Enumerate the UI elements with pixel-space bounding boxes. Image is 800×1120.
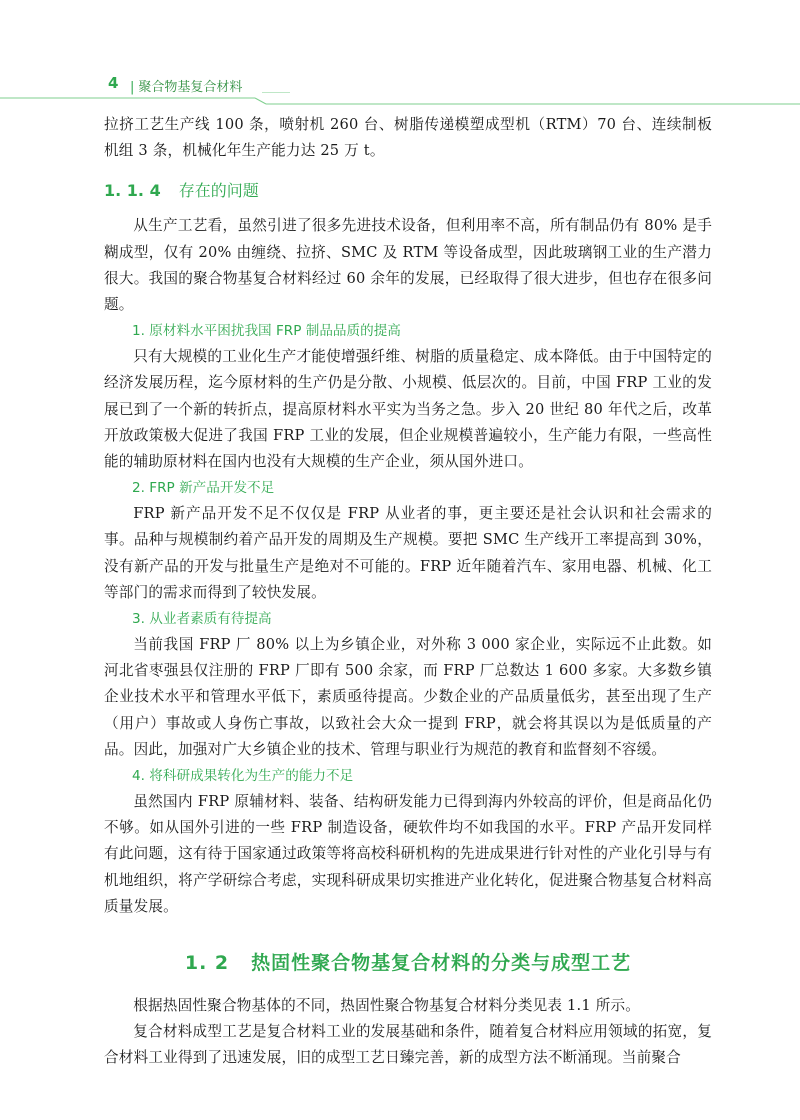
section-title: 热固性聚合物基复合材料的分类与成型工艺	[251, 952, 632, 975]
paragraph-molding-process: 复合材料成型工艺是复合材料工业的发展基础和条件，随着复合材料应用领域的拓宽，复合材料工业得到了迅速发展，旧的成型工艺日臻完善，新的成型方法不断涌现。当前聚合	[104, 1023, 712, 1067]
book-title: | 聚合物基复合材料	[130, 76, 242, 95]
paragraph-new-products: FRP 新产品开发不足不仅仅是 FRP 从业者的事，更主要还是社会认识和社会需求的事。品种与规模制约着产品开发的周期及生产规模。要把 SMC 生产线开工率提高到 30%，没有新产品的开发与批量生产是绝对不可能的。FRP 近年随着汽车、家用电器、机械、化工等部门的需求而得到了较快发展。	[104, 505, 712, 601]
subheading-research-transfer: 4. 将科研成果转化为生产的能力不足	[132, 768, 354, 785]
paragraph-overview: 从生产工艺看，虽然引进了很多先进技术设备，但利用率不高，所有制品仍有 80% 是手糊成型，仅有 20% 由缠绕、拉挤、SMC 及 RTM 等设备成型，因此玻璃钢工业的生产潜力很大。我国的聚合物基复合材料经过 60 余年的发展，已经取得了很大进步，但也存在很多问题。	[104, 217, 712, 314]
page-number: 4	[108, 74, 119, 92]
paragraph-classification: 根据热固性聚合物基体的不同，热固性聚合物基复合材料分类见表 1.1 所示。	[133, 997, 641, 1015]
paragraph-practitioners: 当前我国 FRP 厂 80% 以上为乡镇企业，对外称 3 000 家企业，实际远不止此数。如河北省枣强县仅注册的 FRP 厂即有 500 余家，而 FRP 厂总数达 1 600 多家。大多数乡镇企业技术水平和管理水平低下，素质亟待提高。少数企业的产品质量低劣，甚至出现了生产（用户）事故或人身伤亡事故，以致社会大众一提到 FRP，就会将其误以为是低质量的产品。因此，加强对广大乡镇企业的技术、管理与职业行为规范的教育和监督刻不容缓。	[104, 636, 712, 758]
section-heading-1-2	[104, 948, 712, 975]
subheading-practitioners: 3. 从业者素质有待提高	[132, 611, 272, 628]
paragraph-research-transfer: 虽然国内 FRP 原辅材料、装备、结构研发能力已得到海内外较高的评价，但是商品化仍不够。如从国外引进的一些 FRP 制造设备，硬软件均不如我国的水平。FRP 产品开发同样有此问题，这有待于国家通过政策等将高校科研机构的先进成果进行针对性的产业化引导与有机地组织，将产学研综合考虑，实现科研成果切实推进产业化转化，促进聚合物基复合材料高质量发展。	[104, 793, 712, 915]
paragraph-intro: 拉挤工艺生产线 100 条，喷射机 260 台、树脂传递模塑成型机（RTM）70 台、连续制板机组 3 条，机械化年生产能力达 25 万 t。	[104, 116, 712, 160]
section-number: 1. 2	[184, 952, 230, 975]
running-header	[0, 70, 800, 104]
page-content	[104, 112, 712, 1072]
subheading-raw-materials: 1. 原材料水平困扰我国 FRP 制品品质的提高	[132, 323, 401, 340]
header-rule	[0, 92, 800, 106]
subheading-new-products: 2. FRP 新产品开发不足	[132, 480, 275, 497]
section-title: 存在的问题	[178, 181, 259, 201]
section-number: 1. 1. 4	[104, 181, 161, 201]
paragraph-raw-materials: 只有大规模的工业化生产才能使增强纤维、树脂的质量稳定、成本降低。由于中国特定的经济发展历程，迄今原材料的生产仍是分散、小规模、低层次的。目前，中国 FRP 工业的发展已到了一个新的转折点，提高原材料水平实为当务之急。步入 20 世纪 80 年代之后，改革开放政策极大促进了我国 FRP 工业的发展，但企业规模普遍较小，生产能力有限，一些高性能的辅助原材料在国内也没有大规模的生产企业，须从国外进口。	[104, 348, 712, 471]
section-heading-1-1-4	[104, 178, 712, 201]
